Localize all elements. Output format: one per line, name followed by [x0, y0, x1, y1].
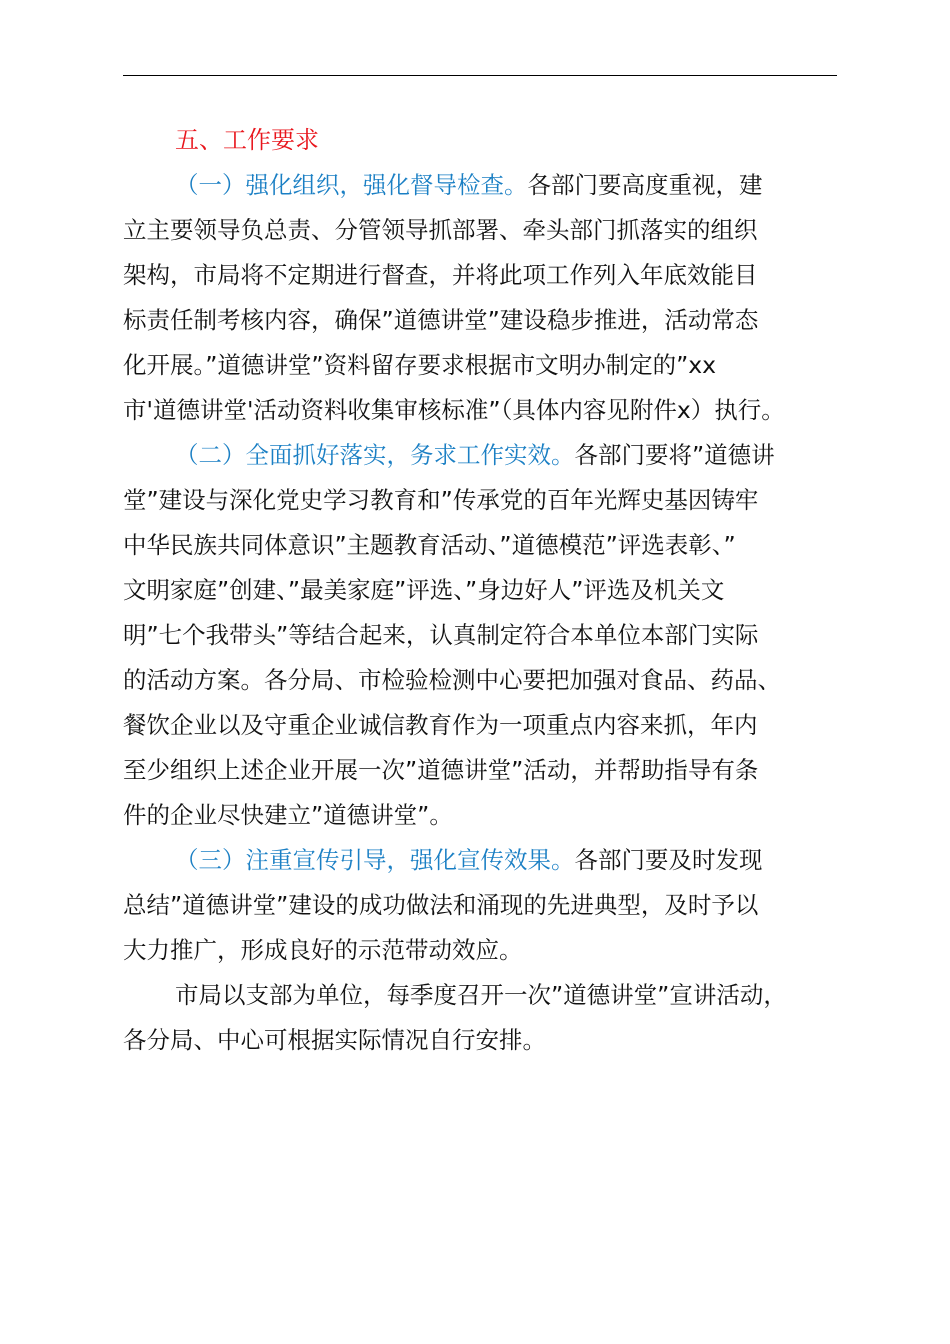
paragraph-2-line-1 [175, 433, 775, 478]
paragraph-1-line-2: 立主要领导负总责、分管领导抓部署、牵头部门抓落实的组织 [123, 216, 758, 244]
paragraph-1-subheading: （一）强化组织，强化督导检查。 [175, 171, 528, 199]
paragraph-3-text: 各部门要及时发现 [574, 846, 763, 874]
paragraph-4-line-1: 市局以支部为单位，每季度召开一次”道德讲堂”宣讲活动， [175, 981, 787, 1009]
paragraph-3-subheading: （三）注重宣传引导，强化宣传效果。 [175, 846, 575, 874]
paragraph-1-text: 各部门要高度重视，建 [527, 171, 763, 199]
paragraph-3-line-1 [175, 838, 763, 883]
paragraph-1-line-1 [175, 163, 763, 208]
paragraph-2-line-8: 至少组织上述企业开展一次”道德讲堂”活动，并帮助指导有条 [123, 756, 759, 784]
paragraph-1-line-4: 标责任制考核内容，确保”道德讲堂”建设稳步推进，活动常态 [123, 306, 759, 334]
paragraph-2-line-3: 中华民族共同体意识”主题教育活动、”道德模范”评选表彰、” [123, 531, 736, 559]
paragraph-4-line-2: 各分局、中心可根据实际情况自行安排。 [123, 1026, 546, 1054]
paragraph-2-line-2: 堂”建设与深化党史学习教育和”传承党的百年光辉史基因铸牢 [123, 486, 759, 514]
paragraph-1-line-3: 架构，市局将不定期进行督查，并将此项工作列入年底效能目 [123, 261, 758, 289]
paragraph-2-subheading: （二）全面抓好落实，务求工作实效。 [175, 441, 575, 469]
paragraph-1-line-5: 化开展。”道德讲堂”资料留存要求根据市文明办制定的”xx [123, 351, 717, 379]
paragraph-2-line-9: 件的企业尽快建立”道德讲堂”。 [123, 801, 453, 829]
header-rule [123, 75, 837, 76]
section-heading: 五、工作要求 [175, 126, 319, 154]
paragraph-2-line-5: 明”七个我带头”等结合起来，认真制定符合本单位本部门实际 [123, 621, 759, 649]
paragraph-2-line-7: 餐饮企业以及守重企业诚信教育作为一项重点内容来抓，年内 [123, 711, 758, 739]
paragraph-1-line-6: 市'道德讲堂'活动资料收集审核标准”（具体内容见附件x）执行。 [123, 396, 785, 424]
paragraph-2-line-6: 的活动方案。各分局、市检验检测中心要把加强对食品、药品、 [123, 666, 781, 694]
paragraph-2-text: 各部门要将”道德讲 [574, 441, 775, 469]
paragraph-3-line-2: 总结”道德讲堂”建设的成功做法和涌现的先进典型，及时予以 [123, 891, 759, 919]
paragraph-3-line-3: 大力推广，形成良好的示范带动效应。 [123, 936, 523, 964]
paragraph-2-line-4: 文明家庭”创建、”最美家庭”评选、”身边好人”评选及机关文 [123, 576, 725, 604]
